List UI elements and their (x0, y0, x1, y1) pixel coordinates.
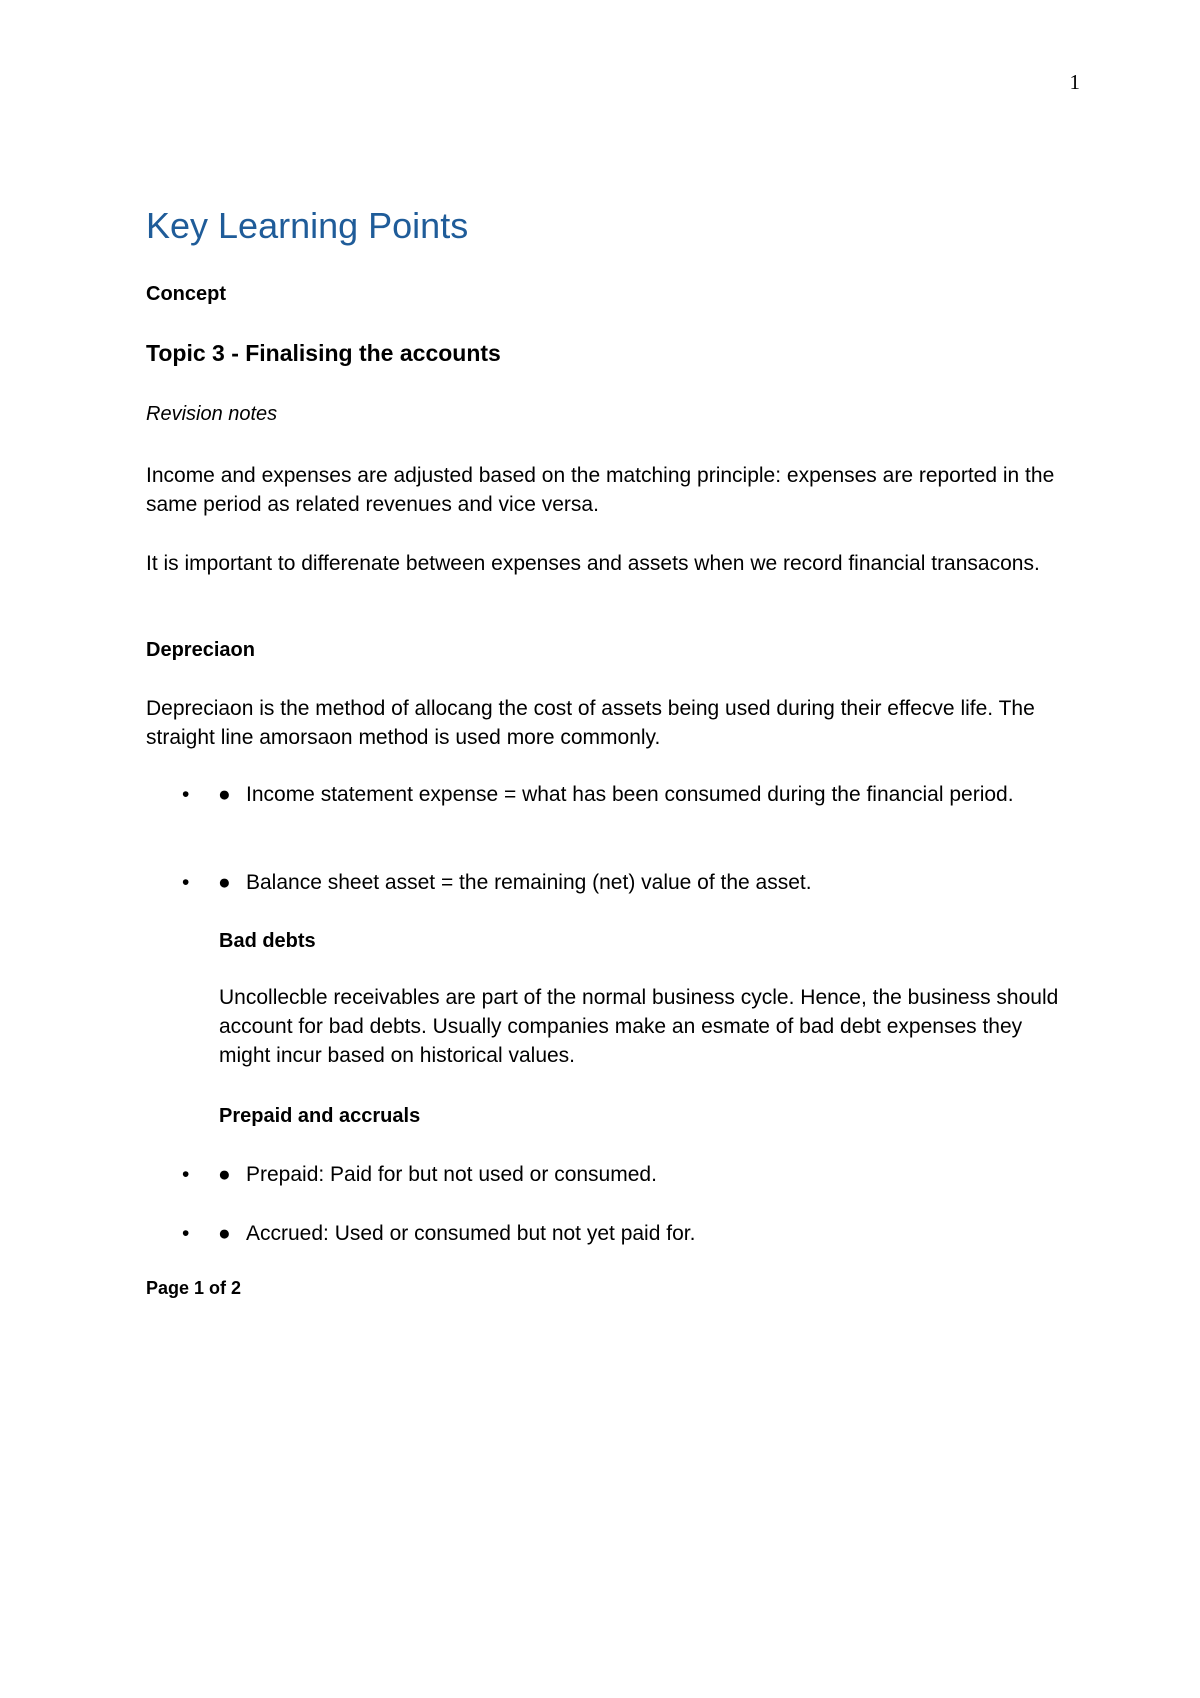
bullet-icon: • (182, 1222, 190, 1245)
bad-debts-heading: Bad debts (219, 930, 316, 952)
revision-notes-label: Revision notes (146, 403, 278, 425)
list-item (182, 780, 1062, 809)
page-footer: Page 1 of 2 (146, 1278, 242, 1298)
bullet-icon: • (182, 871, 190, 894)
bullet-icon: ● (218, 871, 231, 894)
bullet-icon: • (182, 783, 190, 806)
list-item (182, 1219, 1062, 1248)
list-item-text: Accrued: Used or consumed but not yet paid for. (246, 1222, 696, 1245)
bullet-icon: ● (218, 1163, 231, 1186)
bullet-icon: • (182, 1163, 190, 1186)
concept-label: Concept (146, 283, 226, 305)
document-title: Key Learning Points (146, 205, 469, 246)
list-item (182, 1160, 1062, 1189)
list-item-text: Prepaid: Paid for but not used or consumed. (246, 1163, 657, 1186)
bad-debts-paragraph: Uncollecble receivables are part of the normal business cycle. Hence, the business should account for bad debts. Usually companies make an esmate of bad debt expenses they might incur based on historical values. (219, 986, 1059, 1067)
page-number: 1 (1069, 70, 1080, 94)
depreciation-paragraph: Depreciaon is the method of allocang the cost of assets being used during their effecve life. The straight line amorsaon method is used more commonly. (146, 697, 1035, 749)
bullet-icon: ● (218, 783, 231, 806)
list-item-text: Income statement expense = what has been consumed during the financial period. (246, 783, 1014, 806)
prepaid-accruals-heading: Prepaid and accruals (219, 1105, 421, 1127)
list-item-text: Balance sheet asset = the remaining (net) value of the asset. (246, 871, 812, 894)
matching-principle-paragraph: Income and expenses are adjusted based on the matching principle: expenses are reported in the same period as related revenues and vice versa. (146, 464, 1055, 516)
bullet-icon: ● (218, 1222, 231, 1245)
topic-heading: Topic 3 - Finalising the accounts (146, 340, 501, 366)
list-item (182, 868, 1062, 897)
depreciation-heading: Depreciaon (146, 639, 255, 661)
expenses-assets-paragraph: It is important to differenate between expenses and assets when we record financial transacons. (146, 552, 1040, 575)
